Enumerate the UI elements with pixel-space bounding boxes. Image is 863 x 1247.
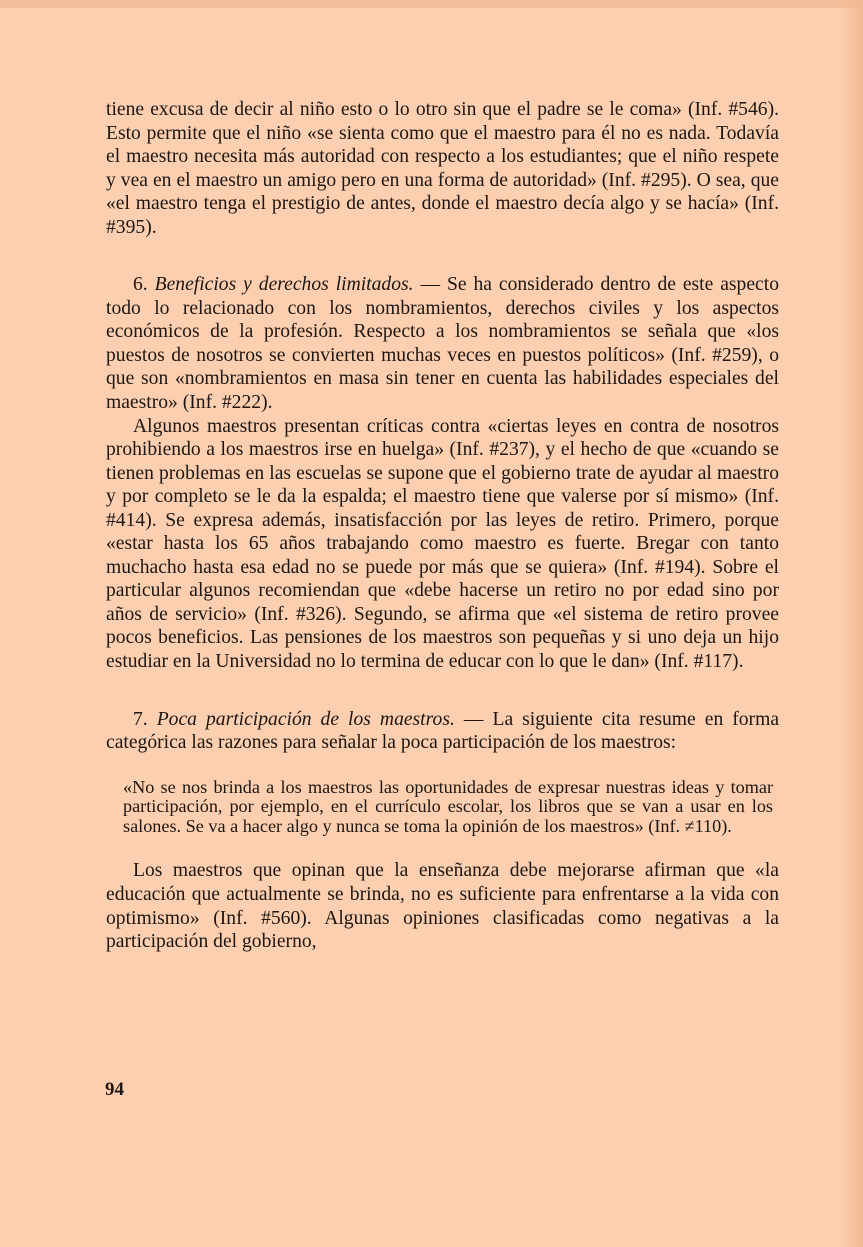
paragraph-continuation: tiene excusa de decir al niño esto o lo otro sin que el padre se le coma» (Inf. #546). Esto permite que el niño «se sienta como que el maestro para él no es nada. Todavía el maestro necesita más autoridad con respecto a los estudiantes; que el niño respete y vea en el maestro un amigo pero en una forma de autoridad» (Inf. #295). O sea, que «el maestro tenga el prestigio de antes, donde el maestro decía algo y se hacía» (Inf. #395). <box>106 99 779 238</box>
section-6-number: 6. <box>133 274 148 296</box>
section-7-heading: Poca participación de los maestros. <box>156 708 455 730</box>
section-6-heading: Beneficios y derechos limitados. <box>154 274 414 296</box>
section-7-paragraph <box>106 708 779 755</box>
block-quote: «No se nos brinda a los maestros las oportunidades de expresar nuestras ideas y tomar participación, por ejemplo, en el currículo escolar, los libros que se van a usar en los salones. Se va a hacer algo y nunca se toma la opinión de los maestros» (Inf. ≠110). <box>123 776 773 836</box>
page-number: 94 <box>105 1079 124 1100</box>
section-6-text: — Se ha considerado dentro de este aspecto todo lo relacionado con los nombramientos, derechos civiles y los aspectos económicos de la profesión. Respecto a los nombramientos se señala que «los puestos de nosotros se convierten muchas veces en puestos políticos» (Inf. #259), o que son «nombramientos en masa sin tener en cuenta las habilidades especiales del maestro» (Inf. #222). <box>106 274 779 414</box>
page-body <box>106 98 779 954</box>
section-7-number: 7. <box>133 708 148 730</box>
spacer <box>106 239 779 273</box>
section-7-text: — La siguiente cita resume en forma categórica las razones para señalar la poca participación de los maestros: <box>106 708 780 754</box>
section-6-paragraph <box>106 273 779 414</box>
spacer <box>106 836 779 859</box>
paragraph-criticas: Algunos maestros presentan críticas contra «ciertas leyes en contra de nosotros prohibiendo a los maestros irse en huelga» (Inf. #237), y el hecho de que «cuando se tienen problemas en las escuelas se supone que el gobierno trate de ayudar al maestro y por completo se le da la espalda; el maestro tiene que valerse por sí mismo» (Inf. #414). Se expresa además, insatisfacción por las leyes de retiro. Primero, porque «estar hasta los 65 años trabajando como maestro es fuerte. Bregar con tanto muchacho hasta esa edad no se puede por más que se quiera» (Inf. #194). Sobre el particular algunos recomiendan que «debe hacerse un retiro no por edad sino por años de servicio» (Inf. #326). Segundo, se afirma que «el sistema de retiro provee pocos beneficios. Las pensiones de los maestros son pequeñas y si uno deja un hijo estudiar en la Universidad no lo termina de educar con lo que le dan» (Inf. #117). <box>106 415 779 673</box>
page-right-edge <box>839 0 863 1247</box>
spacer <box>106 755 779 778</box>
paragraph-final: Los maestros que opinan que la enseñanza debe mejorarse afirman que «la educación que actualmente se brinda, no es suficiente para enfrentarse a la vida con optimismo» (Inf. #560). Algunas opiniones clasificadas como negativas a la participación del gobierno, <box>106 860 779 953</box>
spacer <box>106 674 779 708</box>
page-top-edge <box>0 0 863 8</box>
